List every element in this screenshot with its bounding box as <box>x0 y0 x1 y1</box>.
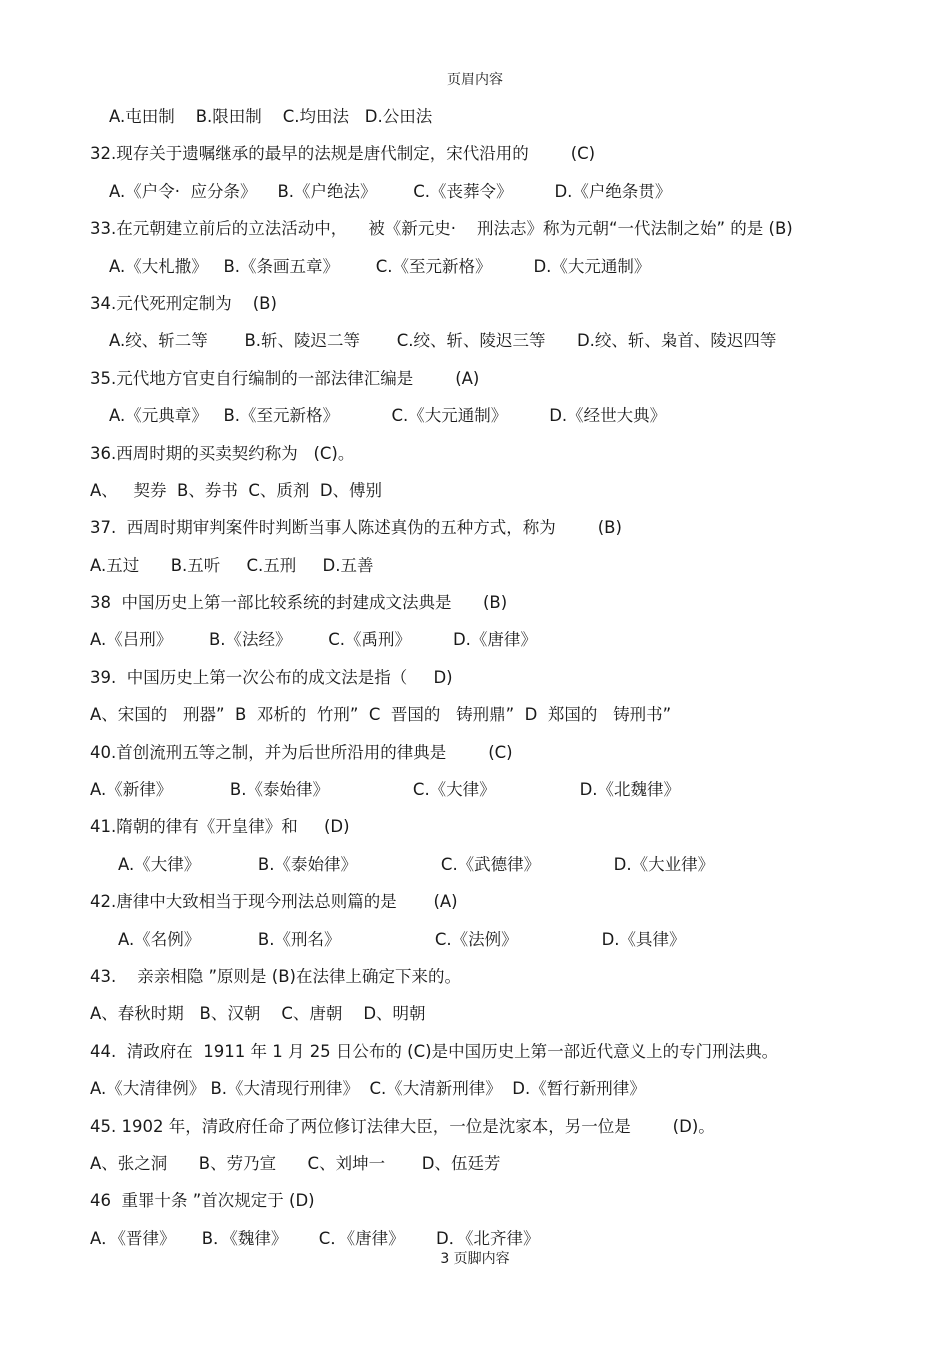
question-39: 39. 中国历史上第一次公布的成文法是指（ D) <box>90 667 453 687</box>
question-37: 37. 西周时期审判案件时判断当事人陈述真伪的五种方式，称为 (B) <box>90 518 622 538</box>
option-line-38: A.《吕刑》 B.《法经》 C.《禹刑》 D.《唐律》 <box>90 630 537 650</box>
document-body <box>0 98 950 1257</box>
option-line-46: A．《晋律》 B．《魏律》 C．《唐律》 D．《北齐律》 <box>90 1228 540 1248</box>
option-line-33: A.《大札撒》 B.《条画五章》 C.《至元新格》 D.《大元通制》 <box>109 256 651 276</box>
question-43: 43. 亲亲相隐 ”原则是 (B)在法律上确定下来的。 <box>90 966 461 986</box>
question-44: 44. 清政府在 1911 年 1 月 25 日公布的 (C)是中国历史上第一部近代意义上的专门刑法典。 <box>90 1041 779 1061</box>
question-38: 38 中国历史上第一部比较系统的封建成文法典是 (B) <box>90 593 508 613</box>
option-line-35: A.《元典章》 B.《至元新格》 C.《大元通制》 D.《经世大典》 <box>109 406 667 426</box>
question-32: 32.现存关于遗嘱继承的最早的法规是唐代制定，宋代沿用的 (C) <box>90 144 596 164</box>
option-line-45: A、张之洞 B、劳乃宣 C、刘坤一 D、伍廷芳 <box>90 1153 501 1173</box>
question-35: 35.元代地方官吏自行编制的一部法律汇编是 (A) <box>90 368 480 388</box>
option-line-44: A.《大清律例》 B.《大清现行刑律》 C.《大清新刑律》 D.《暂行新刑律》 <box>90 1079 646 1099</box>
option-line-39: A、宋国的 刑器” B 邓析的 竹刑” C 晋国的 铸刑鼎” D 郑国的 铸刑书” <box>90 705 672 725</box>
option-line-41: A.《大律》 B.《泰始律》 C.《武德律》 D.《大业律》 <box>118 854 715 874</box>
option-line-32: A.《户令· 应分条》 B.《户绝法》 C.《丧葬令》 D.《户绝条贯》 <box>109 181 672 201</box>
question-42: 42.唐律中大致相当于现今刑法总则篇的是 (A) <box>90 892 458 912</box>
page-header: 页眉内容 <box>447 72 503 88</box>
option-line-37: A.五过 B.五听 C.五刑 D.五善 <box>90 555 374 575</box>
option-line-42: A.《名例》 B.《刑名》 C.《法例》 D.《具律》 <box>118 929 686 949</box>
question-34: 34.元代死刑定制为 (B) <box>90 293 277 313</box>
option-line-43: A、春秋时期 B、汉朝 C、唐朝 D、明朝 <box>90 1004 426 1024</box>
option-line-34: A.绞、斩二等 B.斩、陵迟二等 C.绞、斩、陵迟三等 D.绞、斩、枭首、陵迟四等 <box>109 331 777 351</box>
page-footer: 3 页脚内容 <box>440 1251 510 1267</box>
question-40: 40.首创流刑五等之制，并为后世所沿用的律典是 (C) <box>90 742 513 762</box>
question-46: 46 重罪十条 ”首次规定于 (D) <box>90 1191 315 1211</box>
option-line-31: A.屯田制 B.限田制 C.均田法 D.公田法 <box>109 107 433 126</box>
question-36: 36.西周时期的买卖契约称为 (C)。 <box>90 443 355 463</box>
question-45: 45. 1902 年，清政府任命了两位修订法律大臣，一位是沈家本，另一位是 (D)。 <box>90 1116 715 1136</box>
option-line-36: A、 契券 B、券书 C、质剂 D、傅别 <box>90 480 383 500</box>
question-41: 41.隋朝的律有《开皇律》和 (D) <box>90 817 350 837</box>
question-33: 33.在元朝建立前后的立法活动中， 被《新元史· 刑法志》称为元朝“一代法制之始” 的是 (B) <box>90 219 793 239</box>
option-line-40: A.《新律》 B.《泰始律》 C.《大律》 D.《北魏律》 <box>90 780 681 800</box>
